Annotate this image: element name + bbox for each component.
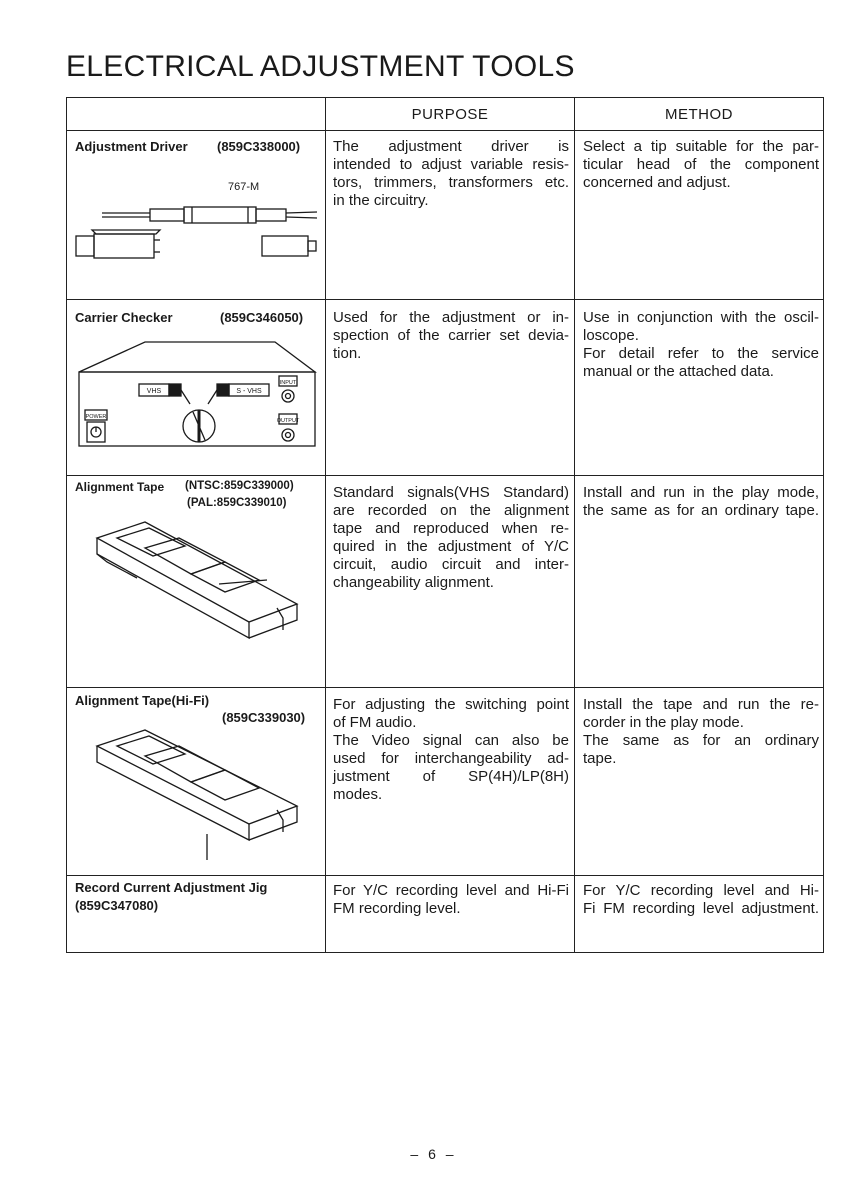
tools-table	[66, 97, 824, 953]
text-line: The Video signal can also be	[333, 732, 569, 749]
power-label: POWER	[85, 414, 107, 420]
tool-code-pal: (PAL:859C339010)	[187, 497, 287, 509]
text-line: the same as for an ordinary tape.	[583, 502, 819, 519]
row-divider	[67, 687, 823, 688]
method-alignment-tape	[583, 484, 819, 520]
svhs-label: S - VHS	[236, 388, 262, 395]
text-line: of FM audio.	[333, 714, 417, 731]
text-line: For detail refer to the service	[583, 345, 819, 362]
tool-name-alignment-tape-hifi: Alignment Tape(Hi-Fi)	[75, 693, 210, 708]
text-line: used for interchangeability ad-	[333, 750, 569, 767]
alignment-tape-drawing	[87, 518, 302, 668]
input-label: INPUT	[279, 380, 297, 386]
header-purpose: PURPOSE	[411, 106, 489, 123]
vhs-label: VHS	[146, 388, 162, 395]
text-line: tape and reproduced when re-	[333, 520, 569, 537]
alignment-tape-hifi-drawing	[87, 726, 302, 864]
text-line: Select a tip suitable for the par-	[583, 138, 819, 155]
text-line: concerned and adjust.	[583, 174, 731, 191]
text-line: intended to adjust variable resis-	[333, 156, 569, 173]
text-line: Used for the adjustment or in-	[333, 309, 569, 326]
text-line: The adjustment driver is	[333, 138, 569, 155]
tool-code-adjustment-driver: (859C338000)	[217, 139, 301, 154]
carrier-checker-drawing	[75, 338, 320, 450]
adjustment-driver-drawing	[72, 198, 322, 266]
text-line: FM recording level.	[333, 900, 461, 917]
output-label: OUTPUT	[276, 418, 300, 424]
text-line: The same as for an ordinary	[583, 732, 819, 749]
text-line: Standard signals(VHS Standard)	[333, 484, 569, 501]
text-line: Install and run in the play mode,	[583, 484, 819, 501]
tool-code-alignment-tape-hifi: (859C339030)	[222, 710, 306, 725]
text-line: changeability alignment.	[333, 574, 494, 591]
text-line: Use in conjunction with the oscil-	[583, 309, 819, 326]
text-line: quired in the adjustment of Y/C	[333, 538, 569, 555]
row-divider	[67, 130, 823, 131]
method-adjustment-driver	[583, 138, 819, 192]
tool-name-record-current-jig: Record Current Adjustment Jig	[75, 880, 268, 895]
driver-model-label: 767-M	[228, 181, 260, 193]
text-line: circuit, audio circuit and inter-	[333, 556, 569, 573]
tool-name-alignment-tape: Alignment Tape	[75, 480, 165, 494]
text-line: Install the tape and run the re-	[583, 696, 819, 713]
header-method: METHOD	[665, 106, 733, 123]
purpose-alignment-tape-hifi	[333, 696, 569, 804]
text-line: modes.	[333, 786, 383, 803]
tool-code-carrier-checker: (859C346050)	[220, 310, 304, 325]
method-carrier-checker	[583, 309, 819, 381]
page-number: – 6 –	[410, 1146, 457, 1162]
tool-name-carrier-checker: Carrier Checker	[75, 310, 173, 325]
purpose-carrier-checker	[333, 309, 569, 363]
text-line: in the circuitry.	[333, 192, 429, 209]
row-divider	[67, 875, 823, 876]
tool-name-adjustment-driver: Adjustment Driver	[75, 139, 188, 154]
row-divider	[67, 299, 823, 300]
page-title: ELECTRICAL ADJUSTMENT TOOLS	[66, 50, 575, 83]
text-line: tors, trimmers, transformers etc.	[333, 174, 569, 191]
text-line: Fi FM recording level adjustment.	[583, 900, 819, 917]
text-line: manual or the attached data.	[583, 363, 774, 380]
text-line: are recorded on the alignment	[333, 502, 569, 519]
method-record-current-jig	[583, 882, 819, 918]
method-alignment-tape-hifi	[583, 696, 819, 768]
row-divider	[67, 475, 823, 476]
text-line: justment of SP(4H)/LP(8H)	[333, 768, 569, 785]
text-line: loscope.	[583, 327, 639, 344]
text-line: ticular head of the component	[583, 156, 819, 173]
text-line: tape.	[583, 750, 617, 767]
column-divider	[325, 98, 326, 952]
text-line: corder in the play mode.	[583, 714, 744, 731]
text-line: For Y/C recording level and Hi-	[583, 882, 819, 899]
text-line: For Y/C recording level and Hi-Fi	[333, 882, 569, 899]
column-divider	[574, 98, 575, 952]
purpose-alignment-tape	[333, 484, 569, 592]
purpose-adjustment-driver	[333, 138, 569, 210]
tool-code-ntsc: (NTSC:859C339000)	[185, 480, 294, 492]
tool-code-record-current-jig: (859C347080)	[75, 898, 159, 913]
text-line: tion.	[333, 345, 362, 362]
text-line: For adjusting the switching point	[333, 696, 569, 713]
purpose-record-current-jig	[333, 882, 569, 918]
text-line: spection of the carrier set devia-	[333, 327, 569, 344]
